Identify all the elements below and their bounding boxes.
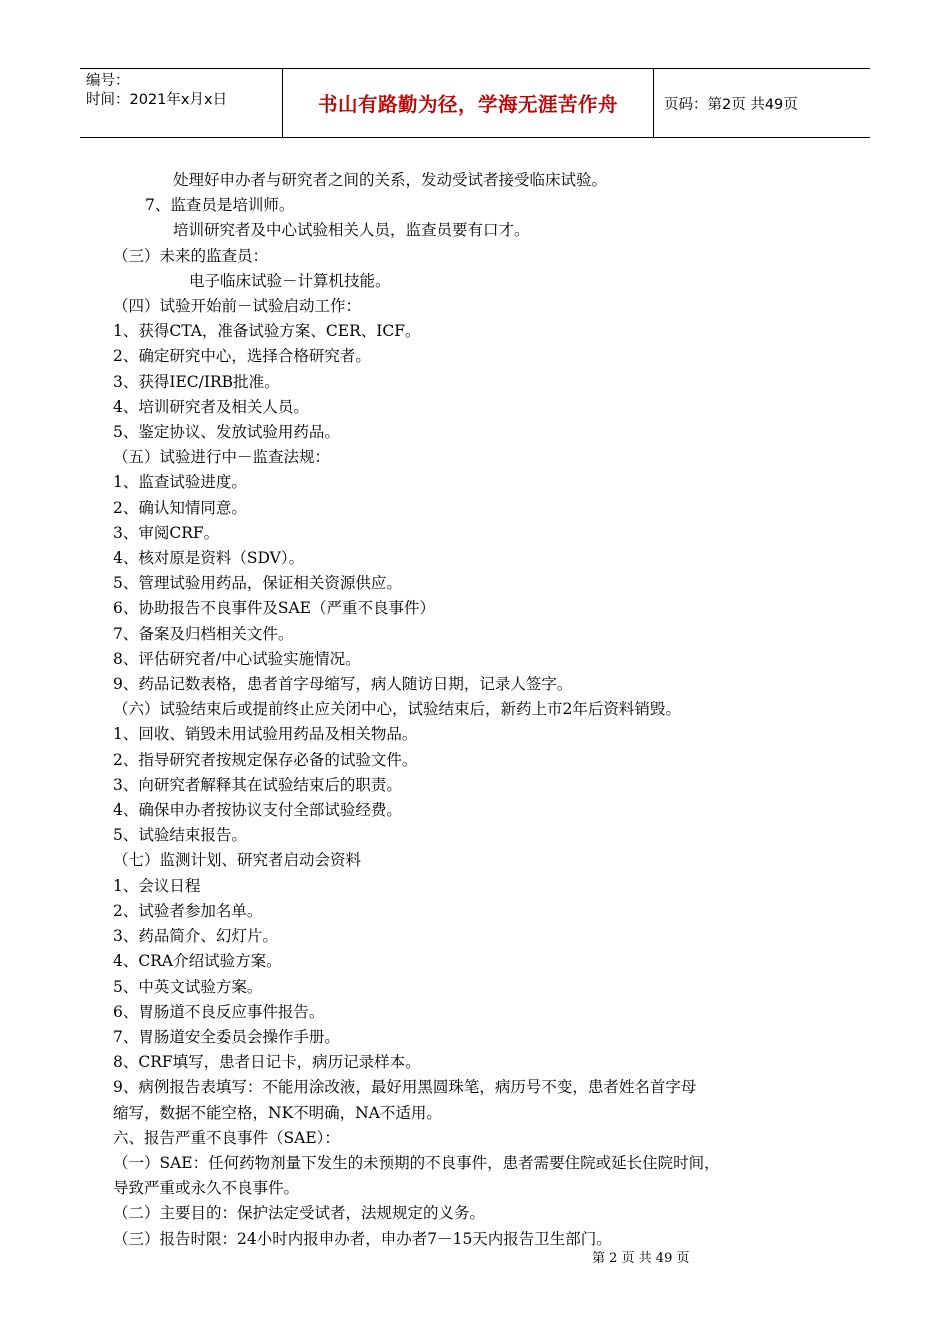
body-line: 7、备案及归档相关文件。 (113, 624, 294, 643)
header-page-number: 页码：第2页 共49页 (664, 96, 798, 113)
body-line: 六、报告严重不良事件（SAE）： (113, 1128, 340, 1147)
body-line: 缩写，数据不能空格，NK不明确，NA不适用。 (113, 1103, 442, 1122)
body-line: 2、确定研究中心，选择合格研究者。 (113, 347, 371, 366)
body-line: 4、培训研究者及相关人员。 (113, 397, 309, 416)
body-line: 3、审阅CRF。 (113, 523, 220, 542)
body-line: （三）报告时限：24小时内报申办者，申办者7－15天内报告卫生部门。 (113, 1229, 612, 1248)
body-line: 电子临床试验－计算机技能。 (189, 271, 391, 290)
body-line: （七）监测计划、研究者启动会资料 (113, 851, 362, 870)
body-line: 5、试验结束报告。 (113, 826, 247, 845)
body-line: 6、胃肠道不良反应事件报告。 (113, 1002, 325, 1021)
body-line: 2、确认知情同意。 (113, 498, 247, 517)
body-line: 5、鉴定协议、发放试验用药品。 (113, 423, 340, 442)
body-line: 2、指导研究者按规定保存必备的试验文件。 (113, 750, 418, 769)
body-line: 6、协助报告不良事件及SAE（严重不良事件） (113, 599, 435, 618)
body-line: （五）试验进行中－监查法规： (113, 448, 331, 467)
body-line: 导致严重或永久不良事件。 (113, 1179, 300, 1198)
body-line: 5、管理试验用药品，保证相关资源供应。 (113, 574, 402, 593)
body-line: 8、CRF填写，患者日记卡，病历记录样本。 (113, 1053, 421, 1072)
body-line: （二）主要目的：保护法定受试者，法规规定的义务。 (113, 1204, 486, 1223)
body-line: 4、CRA介绍试验方案。 (113, 952, 282, 971)
body-line: 3、药品简介、幻灯片。 (113, 927, 278, 946)
body-line: 7、胃肠道安全委员会操作手册。 (113, 1027, 340, 1046)
page-header (80, 68, 870, 138)
body-line: 9、药品记数表格，患者首字母缩写，病人随访日期，记录人签字。 (113, 675, 573, 694)
body-line: 4、确保申办者按协议支付全部试验经费。 (113, 801, 402, 820)
body-line: 1、监查试验进度。 (113, 473, 247, 492)
document-code-label: 编号： (86, 73, 130, 89)
body-line: （四）试验开始前－试验启动工作： (113, 297, 362, 316)
body-line: 1、会议日程 (113, 876, 201, 895)
page-footer: 第 2 页 共 49 页 (592, 1251, 690, 1266)
header-motto: 书山有路勤为径，学海无涯苦作舟 (283, 69, 654, 137)
body-line: 5、中英文试验方案。 (113, 977, 263, 996)
body-line: 1、获得CTA，准备试验方案、CER、ICF。 (113, 322, 421, 341)
document-body (113, 168, 853, 1252)
body-line: （六）试验结束后或提前终止应关闭中心，试验结束后，新药上市2年后资料销毁。 (113, 700, 681, 719)
body-line: 9、病例报告表填写：不能用涂改液，最好用黑圆珠笔，病历号不变，患者姓名首字母 (113, 1078, 697, 1097)
body-line: 3、向研究者解释其在试验结束后的职责。 (113, 775, 402, 794)
body-line: 2、试验者参加名单。 (113, 901, 263, 920)
body-line: 培训研究者及中心试验相关人员，监查员要有口才。 (173, 221, 530, 240)
header-meta (80, 69, 283, 137)
body-line: 8、评估研究者/中心试验实施情况。 (113, 649, 361, 668)
body-line: （三）未来的监查员： (113, 246, 269, 265)
body-line: 1、回收、销毁未用试验用药品及相关物品。 (113, 725, 418, 744)
body-line: （一）SAE：任何药物剂量下发生的未预期的不良事件，患者需要住院或延长住院时间， (113, 1153, 720, 1172)
body-line: 4、核对原是资料（SDV）。 (113, 549, 305, 568)
body-line: 处理好申办者与研究者之间的关系，发动受试者接受临床试验。 (173, 171, 608, 189)
document-time-label: 时间：2021年x月x日 (86, 92, 228, 108)
body-line: 7、监查员是培训师。 (145, 196, 295, 215)
body-line: 3、获得IEC/IRB批准。 (113, 372, 280, 391)
